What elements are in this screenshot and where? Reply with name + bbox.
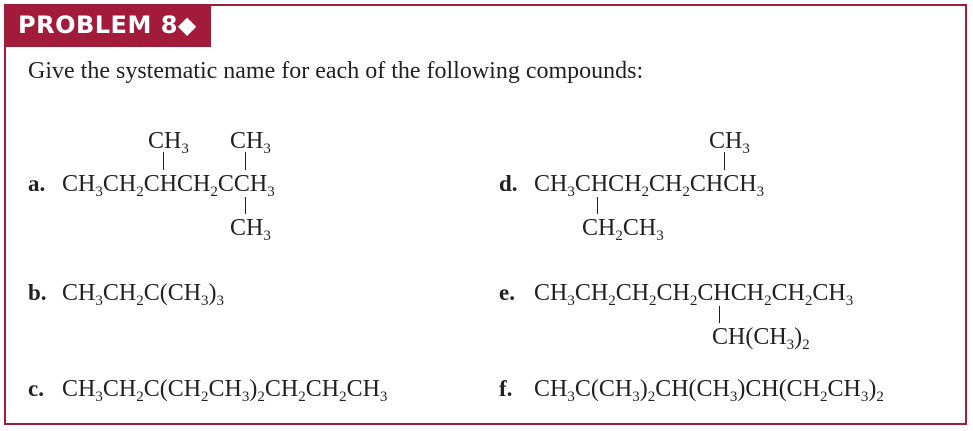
formula-subscript: 3 bbox=[632, 389, 640, 405]
formula-text: CH bbox=[534, 171, 568, 197]
formula-subscript: 2 bbox=[682, 184, 690, 200]
formula-subscript: 3 bbox=[95, 389, 103, 405]
formula-text: CH bbox=[208, 376, 242, 402]
bond-d-2 bbox=[597, 197, 598, 214]
formula-text: CH bbox=[534, 280, 568, 306]
formula-subscript: 2 bbox=[136, 184, 144, 200]
formula-a-branch-top-2 bbox=[230, 128, 271, 157]
formula-f-main bbox=[534, 376, 884, 405]
formula-text: CH bbox=[62, 376, 96, 402]
bond-d-1 bbox=[724, 152, 725, 170]
formula-text: ) bbox=[868, 376, 877, 402]
formula-text: C(CH bbox=[143, 280, 202, 306]
formula-e-branch-bottom bbox=[712, 324, 810, 353]
formula-subscript: 3 bbox=[181, 141, 189, 157]
formula-subscript: 3 bbox=[263, 141, 271, 157]
formula-text: CH bbox=[62, 171, 96, 197]
formula-subscript: 2 bbox=[210, 184, 218, 200]
bond-a-1 bbox=[163, 152, 164, 170]
formula-text: ) bbox=[794, 324, 803, 350]
problem-prompt: Give the systematic name for each of the following compounds: bbox=[28, 58, 644, 84]
formula-subscript: 2 bbox=[820, 389, 828, 405]
formula-subscript: 2 bbox=[689, 293, 698, 309]
formula-subscript: 2 bbox=[201, 389, 209, 405]
formula-text: CHCH bbox=[574, 171, 642, 197]
formula-text: CH bbox=[574, 280, 609, 306]
label-f: f. bbox=[499, 376, 513, 401]
formula-text: CH(CH bbox=[655, 376, 730, 402]
label-b: b. bbox=[28, 280, 47, 305]
formula-subscript: 2 bbox=[649, 293, 657, 309]
formula-subscript: 3 bbox=[786, 337, 795, 353]
formula-subscript: 3 bbox=[567, 389, 575, 405]
formula-text: CH bbox=[709, 128, 743, 154]
formula-subscript: 2 bbox=[764, 293, 772, 309]
formula-subscript: 3 bbox=[201, 293, 209, 309]
formula-text: CCH bbox=[217, 171, 268, 197]
formula-d-main bbox=[534, 171, 765, 200]
formula-text: CH bbox=[346, 376, 380, 402]
formula-text: ) bbox=[208, 280, 217, 306]
formula-subscript: 3 bbox=[860, 389, 869, 405]
formula-text: CH bbox=[102, 171, 137, 197]
formula-a-branch-top-1 bbox=[148, 128, 189, 157]
formula-c-main bbox=[62, 376, 388, 405]
formula-text: ) bbox=[249, 376, 258, 402]
formula-subscript: 2 bbox=[876, 389, 884, 405]
formula-subscript: 2 bbox=[257, 389, 265, 405]
formula-subscript: 3 bbox=[729, 389, 738, 405]
label-a: a. bbox=[28, 171, 46, 196]
formula-e-main bbox=[534, 280, 854, 309]
formula-subscript: 3 bbox=[742, 141, 750, 157]
formula-subscript: 2 bbox=[802, 337, 810, 353]
formula-text: CHCH bbox=[143, 171, 211, 197]
formula-text: CH bbox=[534, 376, 568, 402]
formula-text: CH bbox=[62, 280, 96, 306]
formula-subscript: 2 bbox=[136, 389, 144, 405]
formula-subscript: 3 bbox=[95, 184, 103, 200]
formula-subscript: 3 bbox=[267, 184, 275, 200]
problem-header: PROBLEM 8◆ bbox=[4, 4, 211, 47]
formula-subscript: 3 bbox=[756, 184, 765, 200]
formula-a-main bbox=[62, 171, 275, 200]
formula-subscript: 3 bbox=[379, 389, 388, 405]
formula-subscript: 2 bbox=[615, 228, 623, 244]
formula-d-branch-top bbox=[709, 128, 750, 157]
formula-text: CH bbox=[812, 280, 846, 306]
formula-text: C(CH bbox=[143, 376, 202, 402]
formula-text: CH bbox=[102, 376, 137, 402]
formula-text: CH bbox=[102, 280, 137, 306]
formula-text: CHCH bbox=[697, 280, 765, 306]
formula-subscript: 3 bbox=[845, 293, 854, 309]
formula-text: CH bbox=[656, 280, 690, 306]
formula-subscript: 3 bbox=[567, 184, 575, 200]
formula-d-branch-bottom bbox=[582, 215, 664, 244]
formula-subscript: 3 bbox=[567, 293, 575, 309]
formula-subscript: 2 bbox=[608, 293, 616, 309]
formula-text: CH bbox=[264, 376, 299, 402]
formula-subscript: 3 bbox=[95, 293, 103, 309]
formula-text: CHCH bbox=[689, 171, 757, 197]
formula-text: C(CH bbox=[574, 376, 633, 402]
formula-subscript: 2 bbox=[647, 389, 656, 405]
label-e: e. bbox=[499, 280, 515, 305]
formula-subscript: 2 bbox=[298, 389, 306, 405]
formula-text: CH bbox=[615, 280, 650, 306]
bond-a-3 bbox=[245, 197, 246, 214]
formula-text: CH bbox=[148, 128, 182, 154]
formula-subscript: 3 bbox=[263, 228, 271, 244]
formula-a-branch-bottom bbox=[230, 215, 271, 244]
formula-subscript: 3 bbox=[241, 389, 250, 405]
formula-subscript: 2 bbox=[339, 389, 347, 405]
formula-text: CH bbox=[230, 215, 264, 241]
formula-text: CH bbox=[771, 280, 805, 306]
formula-text: CH bbox=[305, 376, 340, 402]
formula-text: CH bbox=[649, 171, 683, 197]
formula-text: CH bbox=[827, 376, 861, 402]
bond-e-1 bbox=[719, 306, 720, 323]
label-c: c. bbox=[28, 376, 44, 401]
formula-b-main bbox=[62, 280, 225, 309]
label-d: d. bbox=[499, 171, 518, 196]
formula-subscript: 2 bbox=[641, 184, 650, 200]
formula-text: CH bbox=[230, 128, 264, 154]
formula-text: )CH(CH bbox=[737, 376, 821, 402]
formula-subscript: 2 bbox=[136, 293, 144, 309]
formula-text: CH(CH bbox=[712, 324, 787, 350]
formula-text: CH bbox=[582, 215, 616, 241]
formula-subscript: 2 bbox=[804, 293, 813, 309]
formula-text: ) bbox=[639, 376, 648, 402]
formula-subscript: 3 bbox=[216, 293, 225, 309]
formula-subscript: 3 bbox=[656, 228, 664, 244]
bond-a-2 bbox=[245, 152, 246, 170]
formula-text: CH bbox=[622, 215, 657, 241]
